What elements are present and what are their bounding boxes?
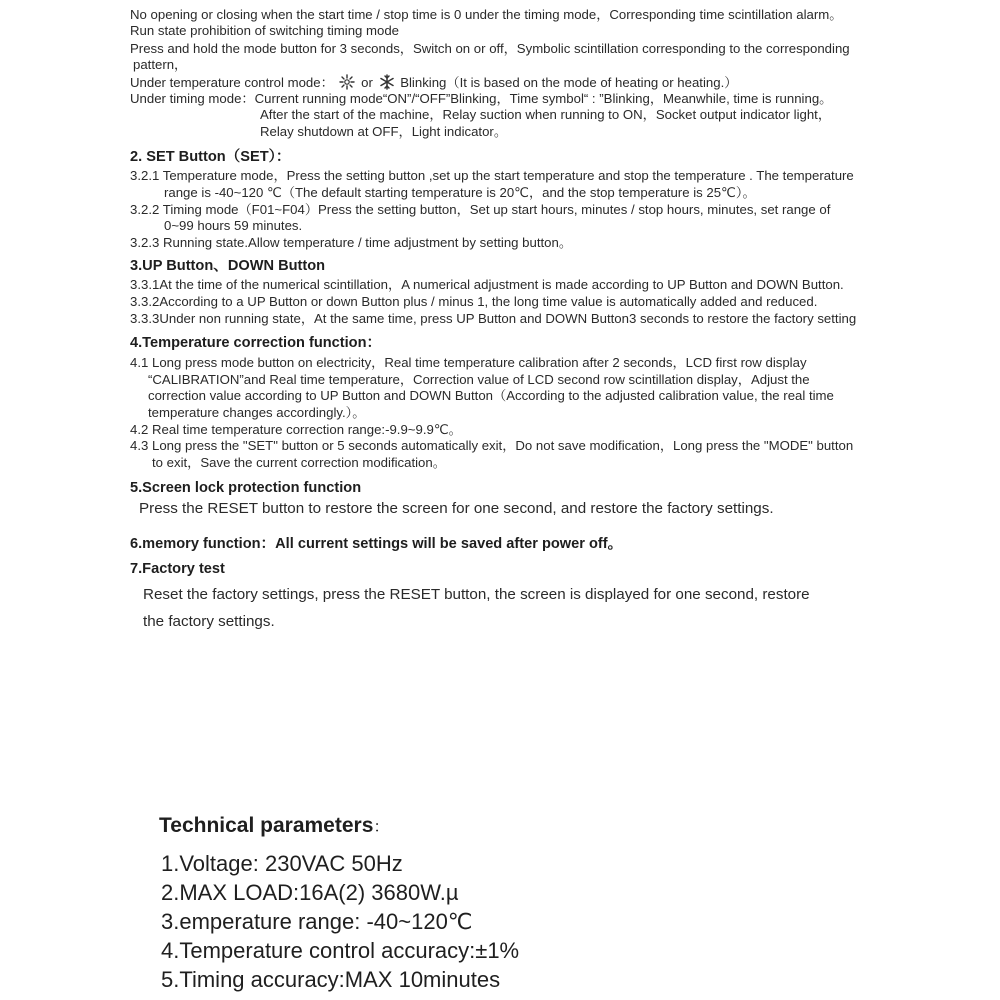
timing-mode-relay: After the start of the machine，Relay suction when running to ON，Socket output indicator light， [260,107,832,122]
tech-param-accuracy: 4.Temperature control accuracy:±1% [161,938,520,963]
run-state-note: Run state prohibition of switching timing mode [130,23,400,38]
temp-control-mode-line [130,74,737,91]
screen-lock-heading: 5.Screen lock protection function [130,480,362,496]
screen-lock-text: Press the RESET button to restore the screen for one second, and restore the factory settings. [139,500,774,517]
snowflake-cooling-icon [379,74,395,90]
temp-correction-heading: 4.Temperature correction function： [130,335,382,351]
timing-zero-note: No opening or closing when the start time / stop time is 0 under the timing mode，Corresponding time scintillation alarm。 [130,7,843,22]
item-3-2-1-cont: range is -40~120 ℃（The default starting temperature is 20℃，and the stop temperature is 25℃）。 [164,185,756,200]
tech-params-title [159,814,389,838]
item-3-2-1: 3.2.1 Temperature mode，Press the setting button ,set up the start temperature and stop the temperature . The temperature [130,168,854,183]
item-4-2: 4.2 Real time temperature correction range:-9.9~9.9℃。 [130,422,462,437]
factory-test-text-cont: the factory settings. [143,613,275,630]
item-4-1-cont2: correction value according to UP Button and DOWN Button（According to the adjusted calibration value, the real time [148,388,834,403]
tech-param-max-load: 2.MAX LOAD:16A(2) 3680W.µ [161,880,459,905]
item-4-1-cont3: temperature changes accordingly.）。 [148,405,366,420]
item-3-2-3: 3.2.3 Running state.Allow temperature / time adjustment by setting button。 [130,235,573,250]
tech-param-temp-range: 3.emperature range: -40~120℃ [161,909,473,934]
or-text: or [361,75,373,90]
memory-function-heading: 6.memory function：All current settings will be saved after power off。 [130,536,623,552]
mode-hold-note-cont: pattern， [133,57,188,72]
timing-mode-relay-off: Relay shutdown at OFF，Light indicator。 [260,124,508,139]
tech-param-timing: 5.Timing accuracy:MAX 10minutes [161,967,501,992]
blinking-note: Blinking（It is based on the mode of heating or heating.） [400,75,738,90]
up-down-heading: 3.UP Button、DOWN Button [130,258,326,274]
item-3-3-3: 3.3.3Under non running state，At the same time, press UP Button and DOWN Button3 seconds to restore the factory setting [130,311,857,326]
tech-param-voltage: 1.Voltage: 230VAC 50Hz [161,851,403,876]
item-4-3: 4.3 Long press the "SET" button or 5 seconds automatically exit，Do not save modification，Long press the "MODE" button [130,438,854,453]
item-4-1: 4.1 Long press mode button on electricity，Real time temperature calibration after 2 seconds，LCD first row display [130,355,807,370]
sun-heating-icon [339,74,355,90]
timing-mode-line: Under timing mode：Current running mode“ON”/“OFF”Blinking，Time symbol“ : ”Blinking，Meanwhile, time is running。 [130,91,833,106]
set-button-heading: 2. SET Button（SET）： [130,149,291,165]
factory-test-heading: 7.Factory test [130,561,225,577]
item-4-1-cont1: “CALIBRATION”and Real time temperature，Correction value of LCD second row scintillation display，Adjust the [148,372,810,387]
item-3-2-2: 3.2.2 Timing mode（F01~F04）Press the setting button，Set up start hours, minutes / stop hours, minutes, set range of [130,202,831,217]
item-3-2-2-cont: 0~99 hours 59 minutes. [164,218,303,233]
temp-control-label: Under temperature control mode： [130,75,334,90]
item-3-3-2: 3.3.2According to a UP Button or down Button plus / minus 1, the long time value is automatically added and reduced. [130,294,818,309]
item-4-3-cont: to exit，Save the current correction modification。 [152,455,446,470]
mode-hold-note: Press and hold the mode button for 3 seconds，Switch on or off，Symbolic scintillation corresponding to the corresponding [130,41,850,56]
tech-params-title-colon: ： [373,819,390,836]
factory-test-text: Reset the factory settings, press the RESET button, the screen is displayed for one second, restore [143,586,810,603]
item-3-3-1: 3.3.1At the time of the numerical scintillation，A numerical adjustment is made according to UP Button and DOWN Button. [130,277,844,292]
tech-params-title-text: Technical parameters [159,814,374,837]
